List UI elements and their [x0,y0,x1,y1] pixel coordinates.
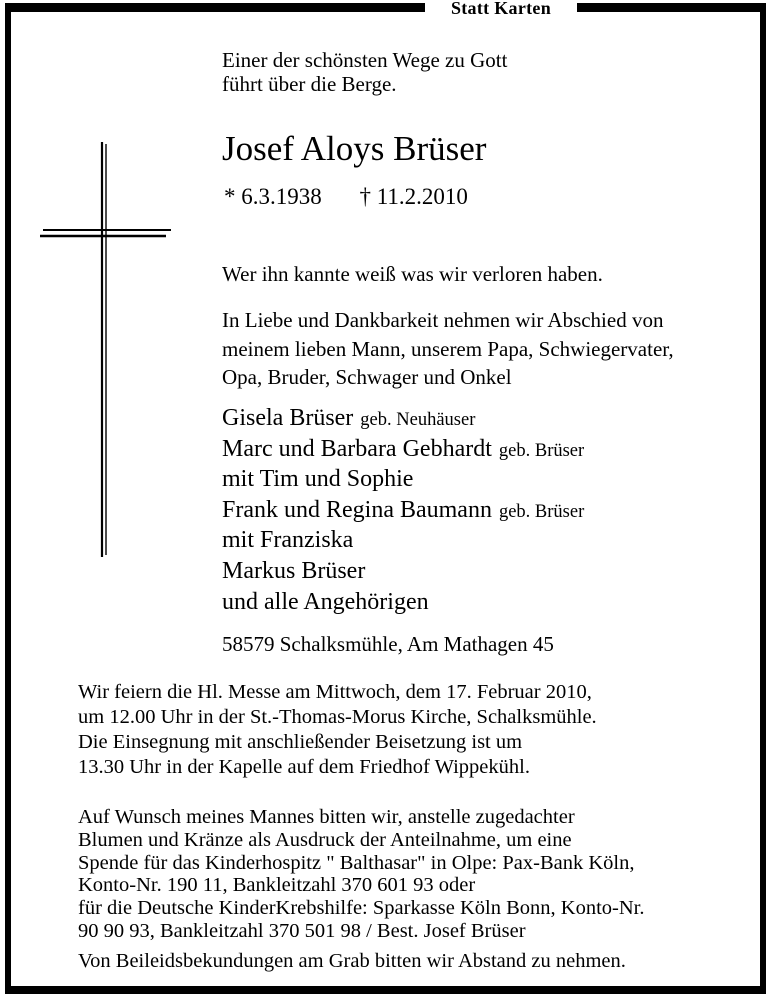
donation-paragraph [78,806,644,943]
death-date: † 11.2.2010 [359,184,468,209]
donation-line: Spende für das Kinderhospitz " Balthasar" in Olpe: Pax-Bank Köln, [78,851,635,874]
service-line: Wir feiern die Hl. Messe am Mittwoch, dem 17. Februar 2010, [78,681,592,703]
frame-border-bottom [5,986,766,994]
donation-line: Auf Wunsch meines Mannes bitten wir, anstelle zugedachter [78,806,575,828]
mourner-entry [222,588,584,619]
mourner-entry [222,404,584,435]
cross-icon [30,135,180,565]
quote-line: führt über die Berge. [222,72,397,96]
frame-border-top-left-segment [5,3,425,12]
mourner-name: mit Tim und Sophie [222,466,414,493]
quote-line: Einer der schönsten Wege zu Gott [222,48,508,72]
mourner-maiden-name: geb. Brüser [498,501,585,522]
mourner-name: mit Franziska [222,527,354,554]
mourner-entry [222,526,584,557]
service-line: um 12.00 Uhr in der St.-Thomas-Morus Kirche, Schalksmühle. [78,706,597,728]
mourner-entry [222,465,584,496]
frame-border-top-right-segment [577,3,766,12]
mourner-entry [222,435,584,466]
farewell-line: meinem lieben Mann, unserem Papa, Schwiegervater, [222,336,674,361]
mourner-name: Gisela Brüser [222,405,354,431]
frame-border-right [760,3,766,994]
mourners-list [222,404,584,618]
closing-line: Von Beileidsbekundungen am Grab bitten wir Abstand zu nehmen. [78,950,626,972]
life-dates [224,184,468,210]
service-line: 13.30 Uhr in der Kapelle auf dem Friedhof Wippekühl. [78,756,530,778]
farewell-paragraph [222,306,674,392]
family-address: 58579 Schalksmühle, Am Mathagen 45 [222,632,554,656]
epitaph-line: Wer ihn kannte weiß was wir verloren haben. [222,262,603,286]
birth-date: * 6.3.1938 [224,184,322,209]
farewell-line: Opa, Bruder, Schwager und Onkel [222,365,512,389]
mourner-entry [222,496,584,527]
mourner-entry [222,557,584,588]
donation-line: Konto-Nr. 190 11, Bankleitzahl 370 601 93 oder [78,874,476,897]
mourner-name: Markus Brüser [222,557,366,584]
service-paragraph [78,680,597,780]
deceased-name: Josef Aloys Brüser [222,129,487,168]
farewell-line: In Liebe und Dankbarkeit nehmen wir Abschied von [222,308,664,332]
mourner-maiden-name: geb. Brüser [498,440,585,461]
mourner-name: und alle Angehörigen [222,588,429,615]
donation-line: 90 90 93, Bankleitzahl 370 501 98 / Best. Josef Brüser [78,919,526,942]
mourner-name: Marc und Barbara Gebhardt [222,435,492,462]
donation-line: Blumen und Kränze als Ausdruck der Anteilnahme, um eine [78,828,572,851]
service-line: Die Einsegnung mit anschließender Beisetzung ist um [78,731,523,753]
mourner-name: Frank und Regina Baumann [222,496,492,523]
mourner-maiden-name: geb. Neuhäuser [360,410,476,430]
statt-karten-label: Statt Karten [450,0,552,18]
opening-quote [222,48,507,96]
donation-line: für die Deutsche KinderKrebshilfe: Sparkasse Köln Bonn, Konto-Nr. [78,897,645,920]
frame-border-left [5,3,11,994]
